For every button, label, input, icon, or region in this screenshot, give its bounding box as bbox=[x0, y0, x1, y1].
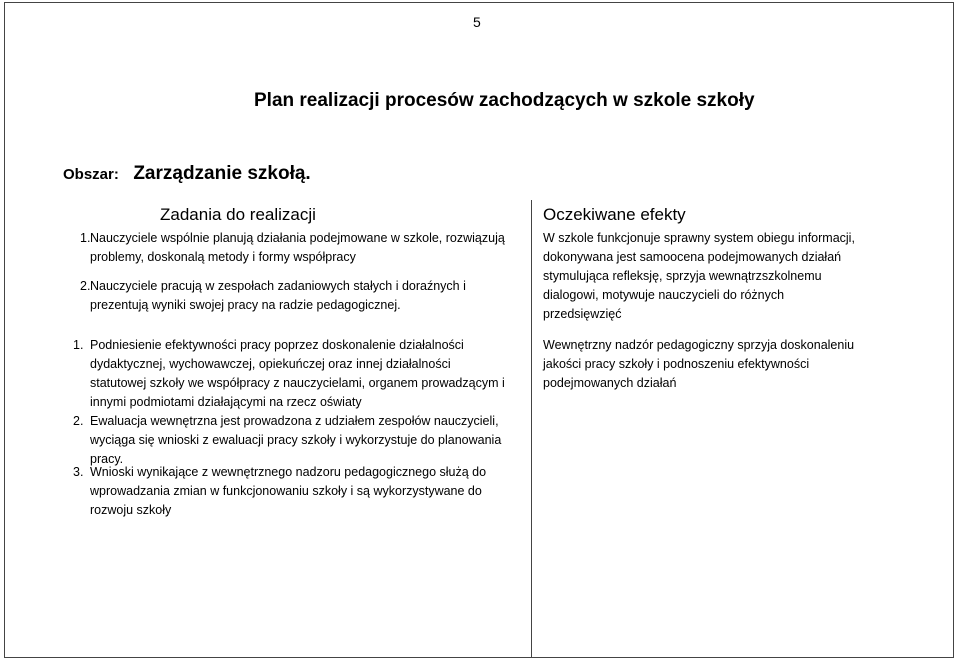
area-row bbox=[63, 163, 311, 185]
task-text: Wnioski wynikające z wewnętrznego nadzoru pedagogicznego służą do wprowadzania zmian w funkcjonowaniu szkoły i są wykorzystywane do rozwoju szkoły bbox=[90, 465, 487, 517]
area-value: Zarządzanie szkołą. bbox=[133, 163, 311, 184]
effect-text: Wewnętrzny nadzór pedagogiczny sprzyja doskonaleniu jakości pracy szkoły i podnoszeniu efektywności podejmowanych działań bbox=[543, 338, 855, 390]
task-text: Ewaluacja wewnętrzna jest prowadzona z udziałem zespołów nauczycieli, wyciąga się wnioski z ewaluacji pracy szkoły i wykorzystuje do planowania pracy. bbox=[90, 414, 502, 466]
task-item bbox=[80, 229, 520, 267]
page-number: 5 bbox=[473, 14, 481, 30]
document-title: Plan realizacji procesów zachodzących w szkole szkoły bbox=[254, 90, 755, 111]
task-number: 3. bbox=[73, 465, 84, 479]
task-number: 2. bbox=[73, 414, 84, 428]
column-divider bbox=[531, 200, 532, 658]
task-text: Nauczyciele pracują w zespołach zadaniowych stałych i doraźnych i prezentują wyniki swojej pracy na radzie pedagogicznej. bbox=[90, 279, 466, 312]
task-item bbox=[73, 336, 508, 412]
task-number: 2. bbox=[80, 279, 91, 293]
task-item bbox=[73, 412, 522, 469]
task-text: Nauczyciele wspólnie planują działania podejmowane w szkole, rozwiązują problemy, doskonalą metody i formy współpracy bbox=[90, 231, 505, 264]
task-text: Podniesienie efektywności pracy poprzez doskonalenie działalności dydaktycznej, wychowawczej, opiekuńczej oraz innej działalności statutowej szkoły we współpracy z nauczycielami, organem prowadzącym i innymi podmiotami działającymi na rzecz oświaty bbox=[90, 338, 505, 409]
task-number: 1. bbox=[73, 338, 84, 352]
effect-text: W szkole funkcjonuje sprawny system obiegu informacji, dokonywana jest samoocena podejmowanych działań stymulująca refleksję, sprzyja wewnątrzszkolnemu dialogowi, motywuje nauczycieli do różnych przedsięwzięć bbox=[543, 231, 855, 321]
task-item bbox=[73, 463, 515, 520]
area-label: Obszar: bbox=[63, 166, 119, 183]
effects-column-header: Oczekiwane efekty bbox=[543, 205, 686, 224]
tasks-column-header: Zadania do realizacji bbox=[160, 205, 316, 224]
task-number: 1. bbox=[80, 231, 91, 245]
task-item bbox=[80, 277, 520, 315]
